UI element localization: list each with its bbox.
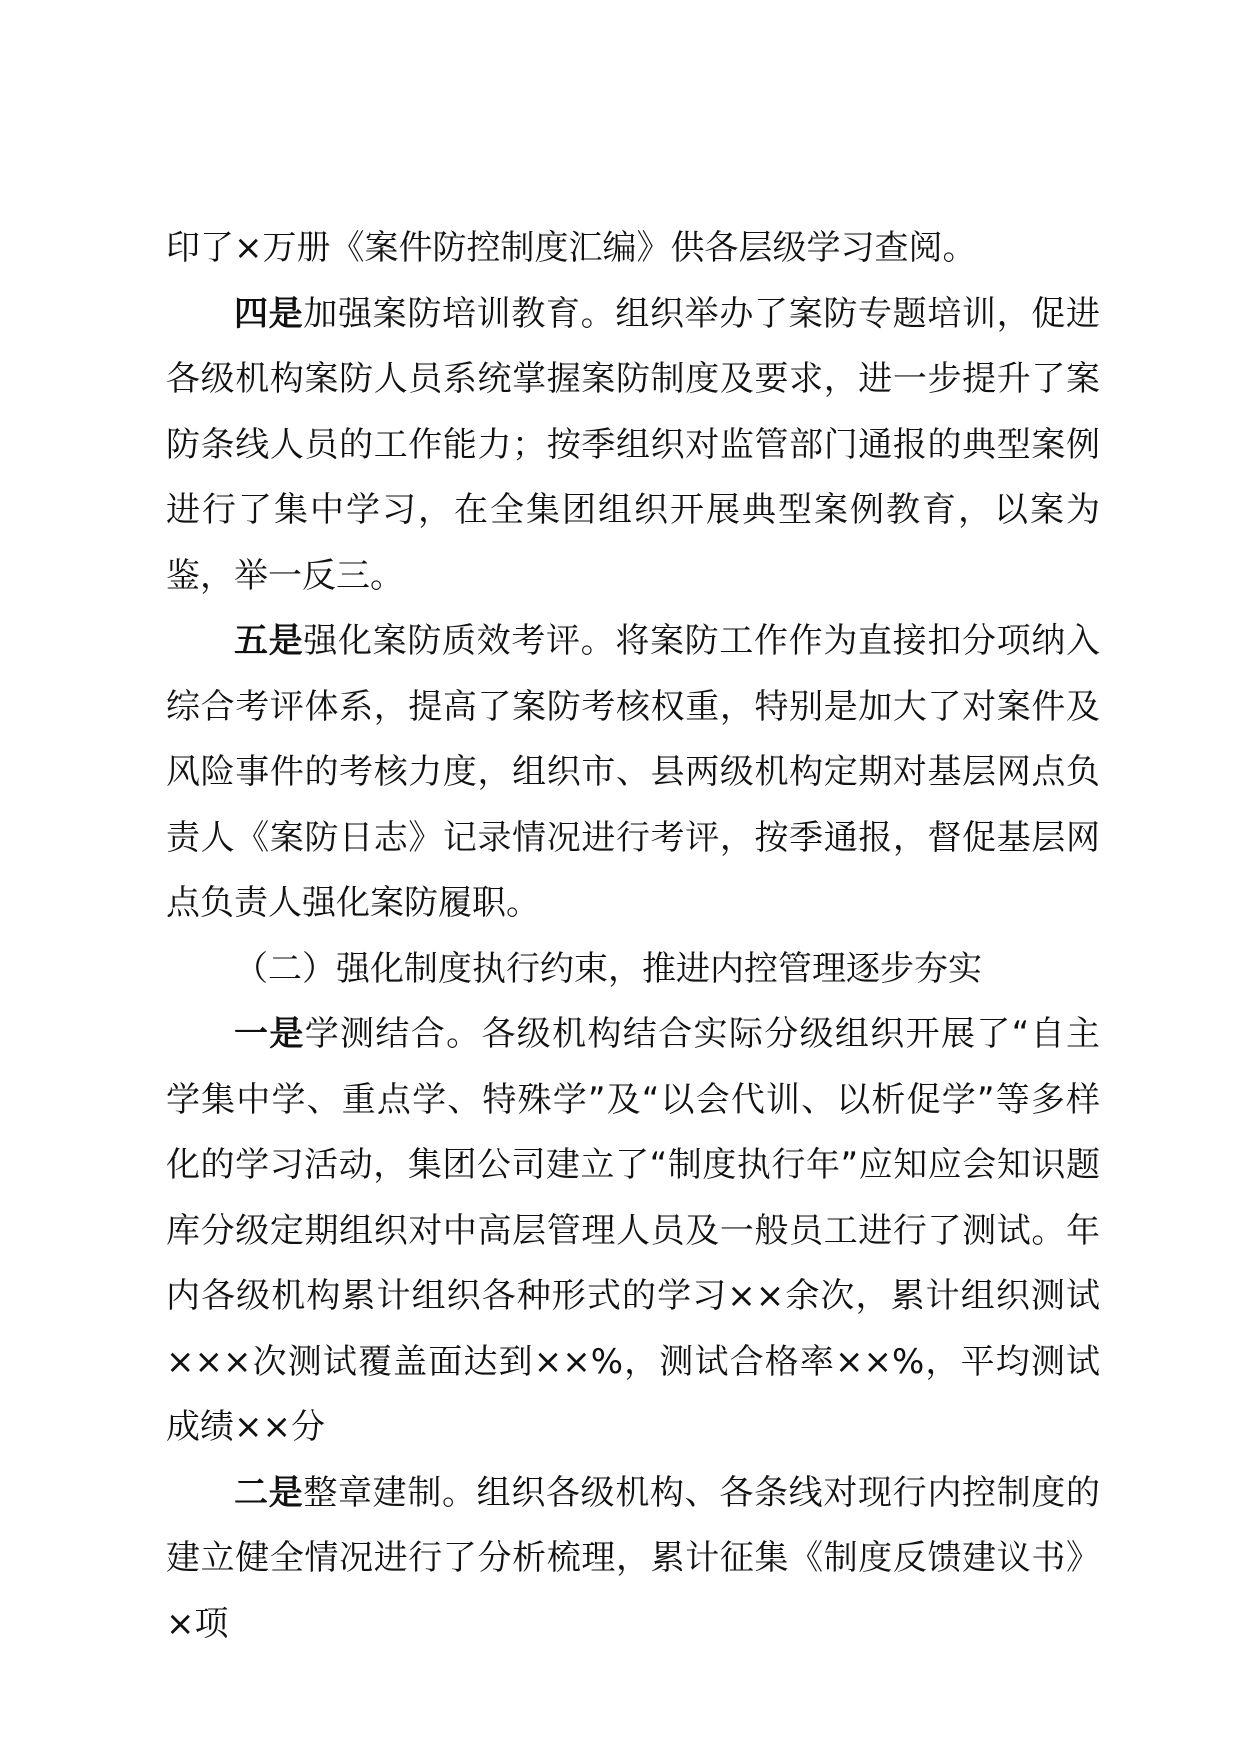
section-heading <box>166 937 1100 1003</box>
paragraph-item-four <box>166 282 1100 610</box>
paragraph-text: 整章建制。组织各级机构、各条线对现行内控制度的建立健全情况进行了分析梳理，累计征集《制度反馈建议书》×项 <box>166 1472 1101 1644</box>
paragraph-item-five <box>166 609 1100 937</box>
paragraph-text: 印了×万册《案件防控制度汇编》供各层级学习查阅。 <box>166 228 977 268</box>
paragraph-continuation <box>166 216 1100 282</box>
paragraph-lead: 二是 <box>234 1472 304 1513</box>
paragraph-text: 强化案防质效考评。将案防工作作为直接扣分项纳入综合考评体系，提高了案防考核权重，特别是加大了对案件及风险事件的考核力度，组织市、县两级机构定期对基层网点负责人《案防日志》记录情况进行考评，按季通报，督促基层网点负责人强化案防履职。 <box>166 621 1101 923</box>
paragraph-lead: 一是 <box>234 1014 305 1054</box>
paragraph-item-one <box>166 1002 1100 1461</box>
paragraph-text: 学测结合。各级机构结合实际分级组织开展了“自主学集中学、重点学、特殊学”及“以会代训、以析促学”等多样化的学习活动，集团公司建立了“制度执行年”应知应会知识题库分级定期组织对中高层管理人员及一般员工进行了测试。年内各级机构累计组织各种形式的学习××余次，累计组织测试×××次测试覆盖面达到××%，测试合格率××%，平均测试成绩××分 <box>166 1014 1100 1447</box>
paragraph-lead: 四是 <box>234 293 304 334</box>
paragraph-lead: 五是 <box>234 621 304 661</box>
paragraph-text: 加强案防培训教育。组织举办了案防专题培训，促进各级机构案防人员系统掌握案防制度及要求，进一步提升了案防条线人员的工作能力；按季组织对监管部门通报的典型案例进行了集中学习，在全集团组织开展典型案例教育，以案为鉴，举一反三。 <box>166 293 1101 596</box>
paragraph-item-two <box>166 1461 1100 1658</box>
section-heading-text: （二）强化制度执行约束，推进内控管理逐步夯实 <box>234 948 982 989</box>
document-body <box>166 216 1100 1657</box>
